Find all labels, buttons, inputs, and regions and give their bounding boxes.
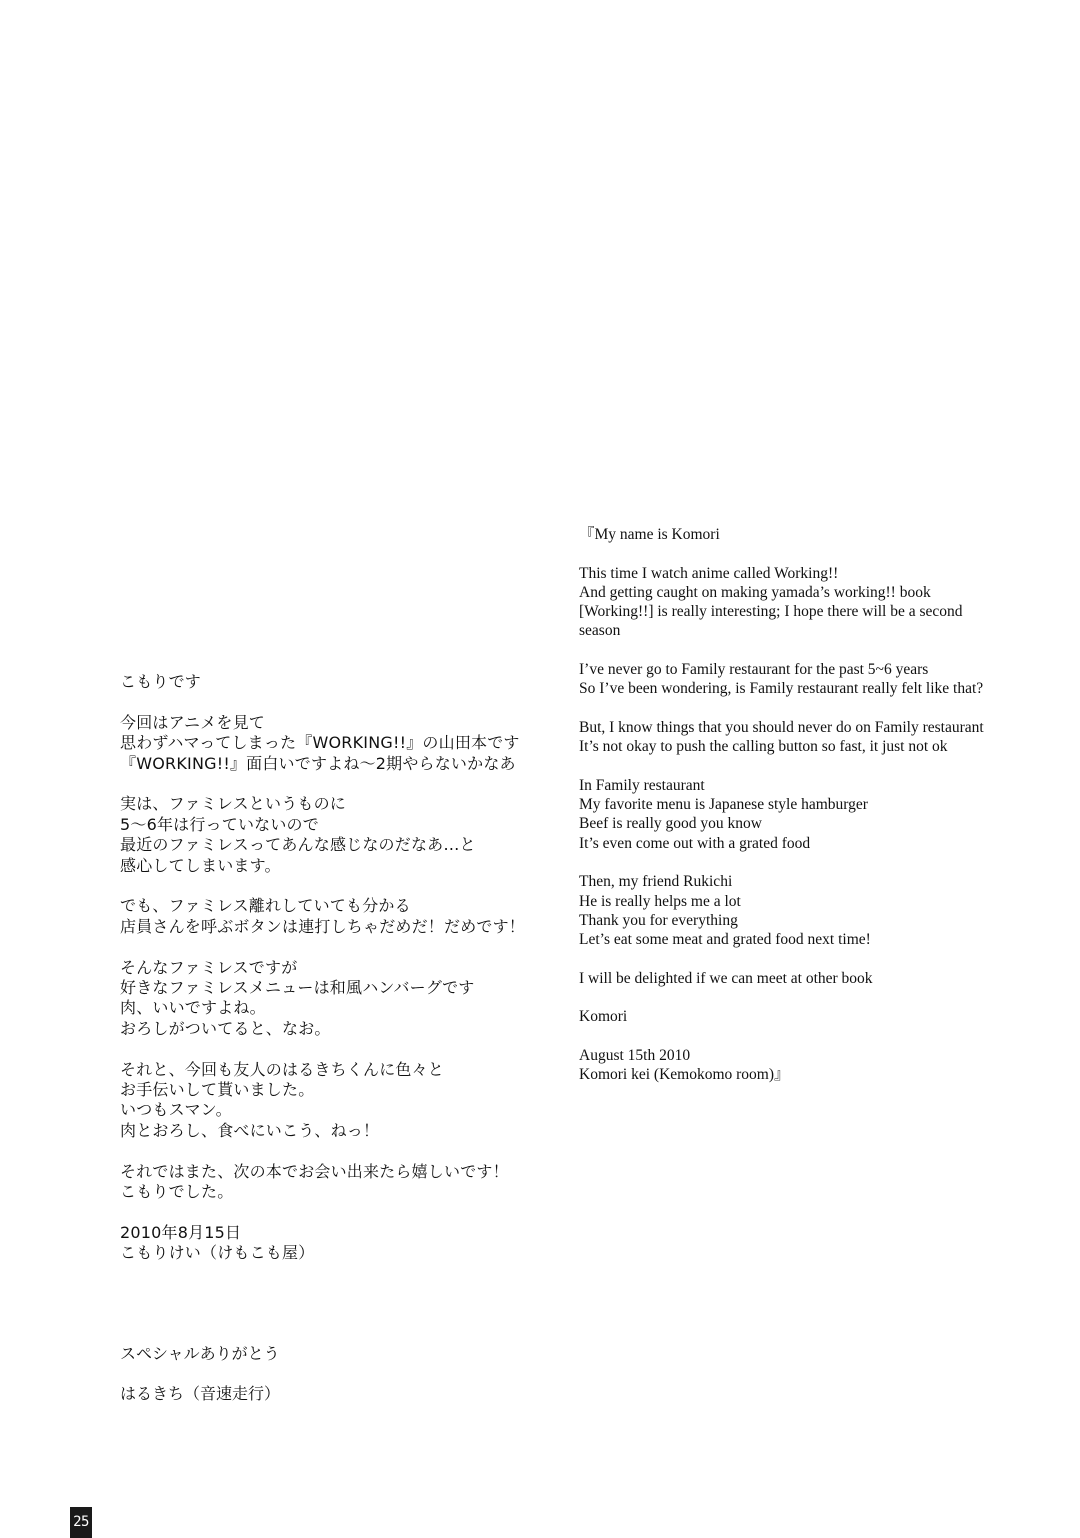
en-date: August 15th 2010 (579, 1047, 691, 1065)
en-paragraph (579, 718, 1059, 757)
jp-paragraph (120, 896, 560, 937)
en-line: [Working!!] is really interesting; I hope there will be a second (579, 603, 963, 621)
thanks-heading: スペシャルありがとう (120, 1344, 280, 1363)
en-line: season (579, 622, 621, 640)
page-number: 25 (70, 1507, 92, 1538)
jp-line: それと、今回も友人のはるきちくんに色々と (120, 1059, 445, 1079)
jp-signature (120, 1223, 560, 1264)
en-line: In Family restaurant (579, 776, 705, 794)
en-line: Let’s eat some meat and grated food next time! (579, 931, 871, 949)
jp-line: 最近のファミレスってあんな感じなのだなあ…と (120, 835, 476, 855)
special-thanks (120, 1344, 280, 1425)
jp-line: 実は、ファミレスというものに (120, 794, 347, 814)
jp-line: でも、ファミレス離れしていても分かる (120, 896, 411, 916)
jp-line: こもりです (120, 672, 202, 691)
jp-author: こもりけい（けもこも屋） (120, 1243, 315, 1263)
en-paragraph (579, 872, 1059, 949)
en-paragraph (579, 969, 1059, 988)
japanese-afterword (120, 672, 560, 1284)
jp-line: 肉とおろし、食べにいこう、ねっ！ (120, 1120, 380, 1140)
jp-line: 今回はアニメを見て (120, 712, 266, 732)
en-line: So I’ve been wondering, is Family restaurant really felt like that? (579, 680, 984, 698)
en-line: I will be delighted if we can meet at other book (579, 969, 873, 987)
jp-line: 肉、いいですよね。 (120, 998, 266, 1018)
jp-line: 『WORKING!!』面白いですよね～2期やらないかなあ (120, 753, 516, 773)
en-line: My favorite menu is Japanese style hamburger (579, 796, 868, 814)
en-line: But, I know things that you should never do on Family restaurant (579, 718, 984, 736)
en-paragraph (579, 1007, 1059, 1026)
en-author: Komori kei (Kemokomo room)』 (579, 1066, 790, 1084)
en-line: Thank you for everything (579, 911, 738, 929)
en-line: 『My name is Komori (579, 526, 720, 543)
jp-line: 店員さんを呼ぶボタンは連打しちゃだめだ！だめです！ (120, 916, 526, 936)
jp-paragraph (120, 958, 560, 1040)
en-line: This time I watch anime called Working!! (579, 564, 839, 582)
english-afterword (579, 525, 1059, 1104)
jp-line: いつもスマン。 (120, 1100, 232, 1120)
en-line: It’s even come out with a grated food (579, 834, 811, 852)
en-line: He is really helps me a lot (579, 892, 741, 910)
en-signature (579, 1046, 1059, 1085)
en-line: Beef is really good you know (579, 815, 762, 833)
jp-paragraph (120, 672, 560, 692)
jp-line: こもりでした。 (120, 1182, 234, 1202)
en-line: It’s not okay to push the calling button so fast, it just not ok (579, 738, 948, 756)
en-line: Komori (579, 1008, 628, 1026)
en-line: I’ve never go to Family restaurant for the past 5~6 years (579, 661, 929, 679)
jp-paragraph (120, 1060, 560, 1142)
jp-paragraph (120, 713, 560, 774)
jp-paragraph (120, 794, 560, 876)
en-paragraph (579, 660, 1059, 699)
jp-line: 思わずハマってしまった『WORKING!!』の山田本です (120, 733, 520, 753)
en-paragraph (579, 564, 1059, 641)
en-line: Then, my friend Rukichi (579, 873, 733, 891)
jp-line: お手伝いして貰いました。 (120, 1080, 315, 1100)
en-paragraph (579, 776, 1059, 853)
en-line: And getting caught on making yamada’s working!! book (579, 583, 931, 601)
en-paragraph (579, 525, 1059, 544)
jp-paragraph (120, 1162, 560, 1203)
jp-line: 5～6年は行っていないので (120, 814, 319, 834)
jp-date: 2010年8月15日 (120, 1222, 242, 1242)
jp-line: おろしがついてると、なお。 (120, 1018, 331, 1038)
jp-line: 感心してしまいます。 (120, 855, 281, 875)
thanks-name: はるきち（音速走行） (120, 1384, 281, 1404)
jp-line: それではまた、次の本でお会い出来たら嬉しいです！ (120, 1161, 509, 1181)
jp-line: 好きなファミレスメニューは和風ハンバーグです (120, 978, 475, 998)
jp-line: そんなファミレスですが (120, 957, 298, 977)
